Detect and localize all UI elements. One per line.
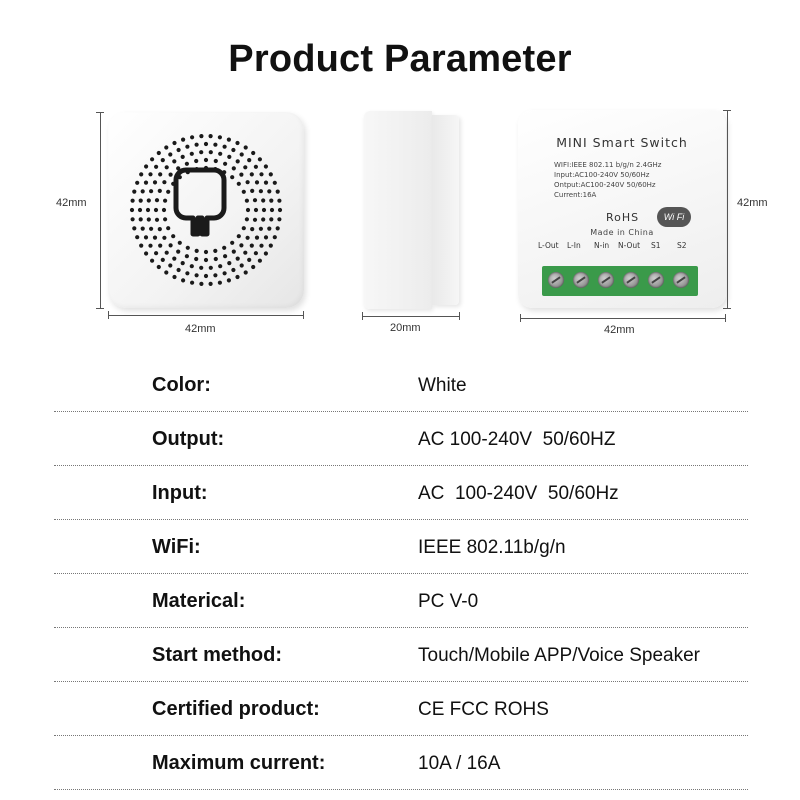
spec-label: Start method:: [152, 644, 282, 666]
speaker-grille-icon: [108, 112, 304, 308]
back-height-line: [727, 110, 728, 308]
spec-row-color: [54, 358, 748, 412]
spec-value: AC 100-240V 50/60Hz: [418, 483, 619, 504]
terminal-label-s1: S1: [651, 241, 661, 250]
front-height-line: [100, 112, 101, 308]
screw-icon: [598, 272, 614, 288]
back-label-spec-wifi: WIFI:IEEE 802.11 b/g/n 2.4GHz: [554, 161, 662, 169]
side-depth-tick-left: [362, 312, 363, 320]
terminal-block: [542, 266, 698, 296]
switch-back-view: [518, 110, 726, 308]
back-width-tick-left: [520, 314, 521, 322]
spec-value: CE FCC ROHS: [418, 699, 549, 720]
spec-label: Certified product:: [152, 698, 320, 720]
spec-value: AC 100-240V 50/60HZ: [418, 429, 616, 450]
spec-label: Output:: [152, 428, 225, 450]
spec-value: IEEE 802.11b/g/n: [418, 537, 566, 558]
spec-label: Color:: [152, 374, 211, 396]
back-width-tick-right: [725, 314, 726, 322]
back-height-label: 42mm: [737, 197, 768, 209]
switch-front-view: [108, 112, 304, 308]
terminal-label-n-in: N-in: [594, 241, 610, 250]
front-width-tick-right: [303, 311, 304, 319]
spec-value: PC V-0: [418, 591, 479, 612]
spec-row-material: [54, 574, 748, 628]
front-height-tick-top: [96, 112, 104, 113]
spec-label: Input:: [152, 482, 208, 504]
back-width-label: 42mm: [604, 324, 635, 336]
back-label-spec-output: Ontput:AC100-240V 50/60Hz: [554, 181, 656, 189]
side-depth-tick-right: [459, 312, 460, 320]
wifi-logo-icon: Wi Fi: [657, 207, 691, 227]
spec-label: Materical:: [152, 590, 246, 612]
made-in-label: Made in China: [590, 228, 654, 237]
front-height-label: 42mm: [56, 197, 87, 209]
side-front-panel: [364, 111, 432, 309]
side-depth-line: [362, 316, 460, 317]
switch-side-view: [364, 111, 459, 309]
spec-row-input: [54, 466, 748, 520]
spec-value: White: [418, 375, 467, 396]
spec-row-start-method: [54, 628, 748, 682]
spec-row-certified: [54, 682, 748, 736]
back-height-tick-bottom: [723, 308, 731, 309]
back-label-spec-input: Input:AC100-240V 50/60Hz: [554, 171, 650, 179]
spec-row-max-current: [54, 736, 748, 790]
front-width-label: 42mm: [185, 323, 216, 335]
front-width-tick-left: [108, 311, 109, 319]
terminal-label-l-in: L-In: [567, 241, 581, 250]
spec-label: WiFi:: [152, 536, 201, 558]
terminal-label-n-out: N-Out: [618, 241, 641, 250]
back-width-line: [520, 318, 726, 319]
page-title: Product Parameter: [228, 38, 572, 80]
back-label-title: MINI Smart Switch: [556, 135, 688, 150]
side-depth-label: 20mm: [390, 322, 421, 334]
back-label-spec-current: Current:16A: [554, 191, 597, 199]
side-back-panel: [432, 115, 459, 305]
front-width-line: [108, 315, 304, 316]
spec-row-wifi: [54, 520, 748, 574]
spec-value: Touch/Mobile APP/Voice Speaker: [418, 645, 701, 666]
screw-icon: [573, 272, 589, 288]
screw-icon: [673, 272, 689, 288]
screw-icon: [648, 272, 664, 288]
screw-icon: [548, 272, 564, 288]
spec-label: Maximum current:: [152, 752, 326, 774]
spec-value: 10A / 16A: [418, 753, 501, 774]
rohs-mark: RoHS: [606, 211, 640, 224]
front-height-tick-bottom: [96, 308, 104, 309]
screw-icon: [623, 272, 639, 288]
terminal-label-s2: S2: [677, 241, 687, 250]
terminal-label-l-out: L-Out: [538, 241, 559, 250]
spec-row-output: [54, 412, 748, 466]
back-height-tick-top: [723, 110, 731, 111]
